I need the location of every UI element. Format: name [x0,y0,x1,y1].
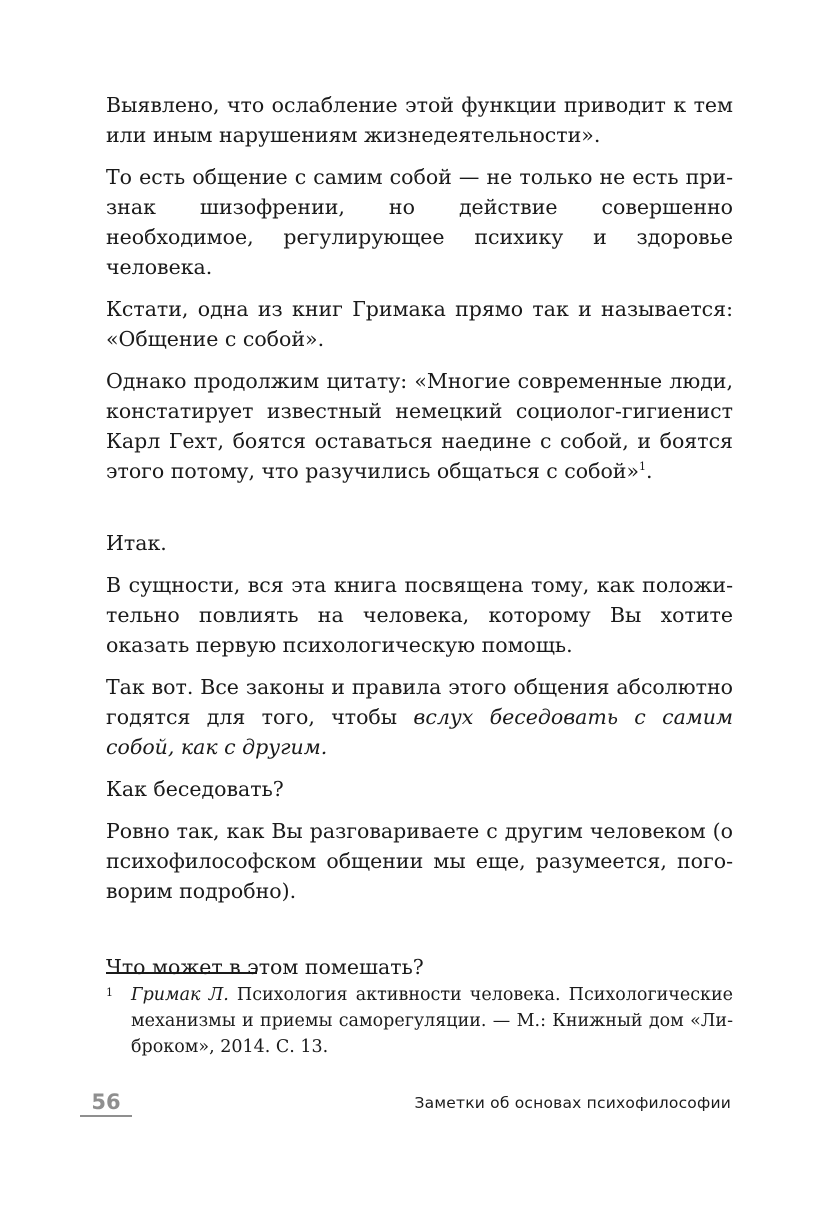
paragraph-4 [106,366,733,486]
paragraph-6: В сущности, вся эта книга посвящена тому, как положительно повлиять на человека, которому Вы хотите оказать первую психологическую помощь. [106,573,733,657]
paragraph-8: Как беседовать? [106,777,284,801]
paragraph-7-italic: вслух беседовать с самим собой, как с другим. [106,705,733,759]
footnote [106,982,733,1060]
paragraph-3: Кстати, одна из книг Гримака прямо так и называется: «Общение с собой». [106,297,733,351]
paragraph-10: Что может в этом помешать? [106,955,424,979]
paragraph-7-text: Так вот. Все законы и правила этого общения абсолютно годятся для того, чтобы [106,675,733,729]
paragraph-7 [106,672,733,762]
paragraph-4-end: . [646,459,653,483]
paragraph-1: Выявлено, что ослабление этой функции приводит к тем или иным нарушениям жизнедеятельности». [106,93,733,147]
running-title: Заметки об основах психофилософии [414,1094,731,1112]
footnote-divider [106,972,257,974]
paragraph-2: То есть общение с самим собой — не только не есть признак шизофрении, но действие совершенно необходимое, регулирующее психику и здоровье человека. [106,165,733,279]
paragraph-4-text: Однако продолжим цитату: «Многие современные люди, констатирует известный немецкий социолог-гигиенист Карл Гехт, боятся оставаться наедине с собой, и боятся этого потому, что разучились общаться с собой» [106,369,733,483]
paragraph-5: Итак. [106,531,167,555]
paragraph-9: Ровно так, как Вы разговариваете с другим человеком (о психофилософском общении мы еще, разумеется, поговорим подробно). [106,819,733,903]
footnote-mark: 1 [106,986,113,999]
footnote-text: Психология активности человека. Психологические механизмы и приемы саморегуляции. — М.: Книжный дом «Либроком», 2014. С. 13. [131,985,733,1057]
footnote-author: Гримак Л. [131,985,229,1005]
main-text [106,90,733,982]
footnote-reference[interactable]: 1 [639,460,646,474]
footnote-body [131,982,733,1060]
page-number: 56 [80,1090,132,1117]
